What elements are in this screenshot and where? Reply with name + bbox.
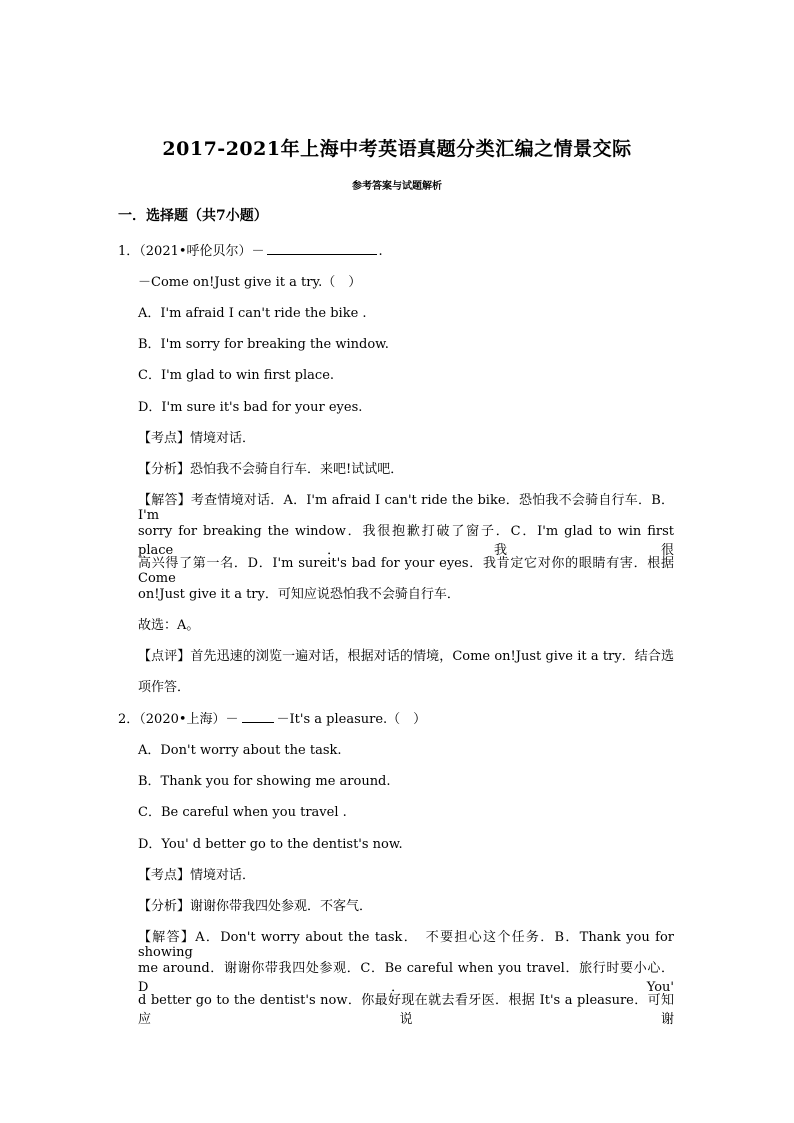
q2-option-a: A．Don't worry about the task. (138, 743, 342, 758)
q1-option-a: A．I'm afraid I can't ride the bike . (138, 306, 367, 321)
q1-dianping-line-1: 【点评】首先迅速的浏览一遍对话，根据对话的情境，Come on!Just give it a try．结合选 (138, 649, 674, 664)
q1-prefix: 1．（2021•呼伦贝尔）－ (118, 244, 265, 259)
q2-fenxi: 【分析】谢谢你带我四处参观．不客气． (138, 899, 373, 914)
q1-option-c: C．I'm glad to win first place. (138, 368, 335, 383)
q2-option-c: C．Be careful when you travel . (138, 805, 347, 820)
section-heading: 一．选择题（共7小题） (118, 208, 268, 224)
q1-jieda-line-3: 高兴得了第一名．D．I'm sureit's bad for your eyes．我肯定它对你的眼睛有害．根据 Come (138, 556, 674, 586)
q1-jieda-line-1: 【解答】考查情境对话．A．I'm afraid I can't ride the bike．恐怕我不会骑自行车．B．I'm (138, 493, 674, 523)
document-subtitle: 参考答案与试题解析 (352, 181, 442, 192)
q1-response: －Come on!Just give it a try.（ ） (138, 275, 362, 290)
q2-kaodian: 【考点】情境对话． (138, 868, 256, 883)
q2-prefix: 2．（2020•上海）－ (118, 712, 239, 727)
q2-jieda-line-1: 【解答】A．Don't worry about the task． 不要担心这个任务．B．Thank you for showing (138, 930, 674, 960)
q1-fenxi: 【分析】恐怕我不会骑自行车．来吧!试试吧． (138, 462, 404, 477)
q2-option-d: D．You' d better go to the dentist's now. (138, 837, 403, 852)
q1-stem (118, 240, 383, 259)
q1-jieda-line-4: on!Just give it a try．可知应说恐怕我不会骑自行车． (138, 587, 460, 602)
q2-suffix: －It's a pleasure.（ ） (276, 712, 427, 727)
q1-option-d: D．I'm sure it's bad for your eyes. (138, 400, 363, 415)
q1-dianping-line-2: 项作答． (138, 680, 191, 695)
q2-blank (242, 710, 274, 723)
q1-answer: 故选：A。 (138, 618, 200, 633)
q1-kaodian: 【考点】情境对话． (138, 431, 256, 446)
q2-jieda-line-2: me around．谢谢你带我四处参观．C．Be careful when you travel．旅行时要小心．D．You' (138, 961, 674, 995)
q2-jieda-line-3: d better go to the dentist's now．你最好现在就去看牙医．根据 It's a pleasure．可知应说谢 (138, 993, 674, 1027)
q1-blank (267, 242, 377, 255)
q1-option-b: B．I'm sorry for breaking the window. (138, 337, 389, 352)
document-title: 2017-2021年上海中考英语真题分类汇编之情景交际 (162, 138, 632, 160)
q2-stem (118, 708, 426, 727)
q1-jieda-line-2: sorry for breaking the window．我很抱歉打破了窗子．C．I'm glad to win first place．我很 (138, 524, 674, 558)
q1-suffix: . (378, 244, 383, 259)
q2-option-b: B．Thank you for showing me around. (138, 774, 391, 789)
